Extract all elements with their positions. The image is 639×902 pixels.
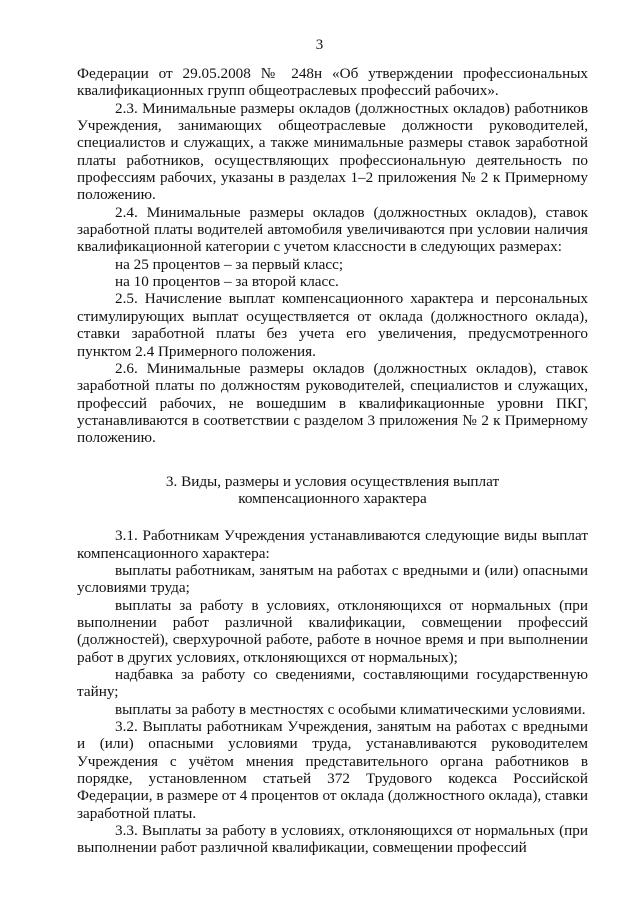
paragraph-2-3: 2.3. Минимальные размеры окладов (должностных окладов) работников Учреждения, занимающих общеотраслевые должности руководителей, специалистов и служащих, а также минимальные размеры ставок заработной платы работников, осуществляющих профессиональную деятельность по профессиям рабочих, указаны в разделах 1–2 приложения № 2 к Примерному положению. — [77, 99, 588, 204]
paragraph-abnormal-conditions: выплаты за работу в условиях, отклоняющихся от нормальных (при выполнении работ различной квалификации, совмещении профессий (должностей), сверхурочной работе, работе в ночное время и при выполнении работ в других условиях, отклоняющихся от нормальных); — [77, 596, 588, 666]
paragraph-harmful-conditions: выплаты работникам, занятым на работах с вредными и (или) опасными условиями труда; — [77, 561, 588, 597]
document-body — [77, 65, 588, 857]
section-heading-line: компенсационного характера — [238, 489, 427, 507]
paragraph-3-3: 3.3. Выплаты за работу в условиях, отклоняющихся от нормальных (при выполнении работ различной квалификации, совмещении профессий — [77, 822, 588, 857]
paragraph-2-4: 2.4. Минимальные размеры окладов (должностных окладов), ставок заработной платы водителей автомобиля увеличиваются при условии наличия квалификационной категории с учетом классности в следующих размерах: — [77, 203, 588, 256]
paragraph-2-5: 2.5. Начисление выплат компенсационного характера и персональных стимулирующих выплат осуществляется от оклада (должностного оклада), ставки заработной платы без учета его увеличения, предусмотренного пунктом 2.4 Примерного положения. — [77, 290, 588, 360]
paragraph-state-secret: надбавка за работу со сведениями, составляющими государственную тайну; — [77, 666, 588, 701]
section-heading-line: 3. Виды, размеры и условия осуществления выплат — [165, 472, 500, 490]
paragraph-continuation: Федерации от 29.05.2008 № 248н «Об утверждении профессиональных квалификационных групп общеотраслевых профессий рабочих». — [77, 65, 588, 100]
paragraph-climatic-conditions: выплаты за работу в местностях с особыми климатическими условиями. — [115, 700, 586, 718]
paragraph-2-6: 2.6. Минимальные размеры окладов (должностных окладов), ставок заработной платы по должностям руководителей, специалистов и служащих, профессий рабочих, не вошедшим в квалификационные уровни ПКГ, устанавливаются в соответствии с разделом 3 приложения № 2 к Примерному положению. — [77, 359, 588, 447]
section-heading — [77, 473, 588, 508]
list-item: на 25 процентов – за первый класс; — [115, 255, 344, 273]
paragraph-3-1: 3.1. Работникам Учреждения устанавливаются следующие виды выплат компенсационного характера: — [77, 527, 588, 562]
paragraph-3-2: 3.2. Выплаты работникам Учреждения, занятым на работах с вредными и (или) опасными условиями труда, устанавливаются руководителем Учреждения с учётом мнения представительного органа работников в порядке, установленном статьей 372 Трудового кодекса Российской Федерации, в размере от 4 процентов от оклада (должностного оклада), ставки заработной платы. — [77, 718, 588, 822]
page-number: 3 — [315, 37, 324, 53]
list-item: на 10 процентов – за второй класс. — [115, 273, 339, 291]
